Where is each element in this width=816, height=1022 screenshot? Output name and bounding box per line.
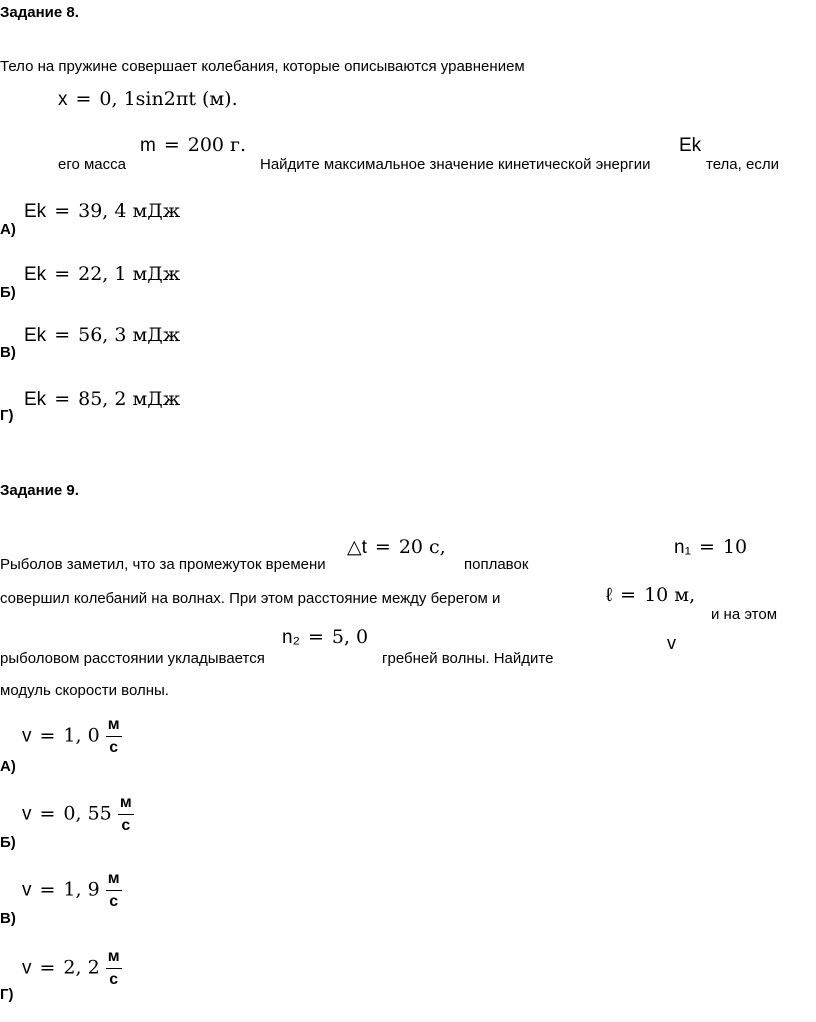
equation-lhs: x — [58, 89, 68, 110]
dt-lhs: △t — [347, 537, 367, 558]
equals-sign: = — [698, 536, 715, 558]
equals-sign: = — [39, 956, 56, 979]
unit-fraction — [106, 870, 122, 911]
n2-rhs: 5, 0 — [331, 626, 369, 648]
option-formula — [22, 948, 122, 989]
option-value: 2, 2 — [63, 956, 100, 979]
option-value: 1, 9 — [63, 878, 100, 901]
mass-equation — [140, 134, 246, 157]
task8-equation — [58, 88, 238, 111]
n2-lhs: n₂ — [282, 627, 300, 648]
unit-numerator: м — [119, 794, 132, 811]
option-label: В) — [0, 344, 16, 361]
option-symbol: Ek — [24, 389, 47, 410]
equals-sign: = — [374, 536, 391, 558]
option-formula — [22, 716, 122, 757]
task9-text6: гребней волны. Найдите — [382, 650, 554, 667]
option-formula — [22, 794, 134, 835]
equals-sign: = — [54, 388, 71, 410]
option-value: 85, 2 мДж — [78, 388, 181, 410]
task9-text5: рыболовом расстоянии укладывается — [0, 650, 265, 667]
equals-sign: = — [75, 88, 92, 110]
option-value: 39, 4 мДж — [78, 200, 181, 222]
option-symbol: v — [22, 725, 32, 747]
task8-question-end: тела, если — [706, 156, 779, 173]
ek-symbol: Ek — [679, 135, 702, 156]
mass-prefix: его масса — [58, 156, 126, 173]
task9-title: Задание 9. — [0, 482, 79, 499]
unit-numerator: м — [107, 870, 120, 887]
equals-sign: = — [163, 134, 180, 156]
task9-text2: поплавок — [464, 556, 529, 573]
fraction-bar — [106, 736, 122, 737]
option-label: Б) — [0, 284, 16, 301]
option-label: Г) — [0, 407, 14, 424]
l-rhs: 10 м, — [644, 584, 696, 606]
equals-sign: = — [39, 724, 56, 747]
equals-sign: = — [54, 200, 71, 222]
unit-denominator: с — [109, 739, 119, 756]
mass-rhs: 200 г. — [187, 134, 247, 156]
n1-rhs: 10 — [722, 536, 748, 558]
option-label: В) — [0, 910, 16, 927]
l-lhs: ℓ — [606, 585, 613, 606]
task9-text3: совершил колебаний на волнах. При этом расстояние между берегом и — [0, 590, 501, 607]
n1-lhs: n₁ — [674, 537, 691, 558]
option-formula — [24, 200, 180, 223]
v-symbol: v — [667, 633, 676, 653]
task9-text1: Рыболов заметил, что за промежуток времени — [0, 556, 326, 573]
l-equation — [606, 584, 695, 607]
equals-sign: = — [39, 802, 56, 825]
task8-title: Задание 8. — [0, 4, 79, 21]
equals-sign: = — [54, 263, 71, 285]
option-symbol: v — [22, 879, 32, 901]
equation-rhs: 0, 1sin2πt (м). — [99, 88, 238, 110]
equals-sign: = — [307, 626, 324, 648]
equals-sign: = — [620, 584, 637, 606]
option-value: 1, 0 — [63, 724, 100, 747]
fraction-bar — [118, 814, 134, 815]
dt-rhs: 20 с, — [398, 536, 446, 558]
option-symbol: Ek — [24, 264, 47, 285]
task9-text4: и на этом — [711, 606, 778, 623]
unit-denominator: с — [109, 971, 119, 988]
option-formula — [24, 324, 180, 347]
option-label: Г) — [0, 986, 14, 1003]
task8-question: Найдите максимальное значение кинетической энергии — [260, 156, 651, 173]
option-label: А) — [0, 758, 16, 775]
n1-equation — [674, 536, 747, 559]
option-formula — [22, 870, 122, 911]
task8-text: Тело на пружине совершает колебания, которые описываются уравнением — [0, 58, 525, 75]
unit-numerator: м — [107, 948, 120, 965]
unit-fraction — [118, 794, 134, 835]
unit-fraction — [106, 716, 122, 757]
option-label: А) — [0, 221, 16, 238]
dt-equation — [347, 536, 446, 559]
fraction-bar — [106, 968, 122, 969]
unit-fraction — [106, 948, 122, 989]
mass-lhs: m — [140, 135, 156, 156]
option-label: Б) — [0, 834, 16, 851]
fraction-bar — [106, 890, 122, 891]
option-symbol: v — [22, 957, 32, 979]
option-symbol: Ek — [24, 201, 47, 222]
option-formula — [24, 388, 180, 411]
equals-sign: = — [39, 878, 56, 901]
unit-denominator: с — [109, 893, 119, 910]
option-value: 56, 3 мДж — [78, 324, 181, 346]
option-value: 0, 55 — [63, 802, 112, 825]
unit-denominator: с — [121, 817, 131, 834]
option-formula — [24, 263, 180, 286]
option-symbol: v — [22, 803, 32, 825]
option-symbol: Ek — [24, 325, 47, 346]
equals-sign: = — [54, 324, 71, 346]
n2-equation — [282, 626, 368, 649]
option-value: 22, 1 мДж — [78, 263, 181, 285]
task9-text7: модуль скорости волны. — [0, 682, 169, 699]
unit-numerator: м — [107, 716, 120, 733]
